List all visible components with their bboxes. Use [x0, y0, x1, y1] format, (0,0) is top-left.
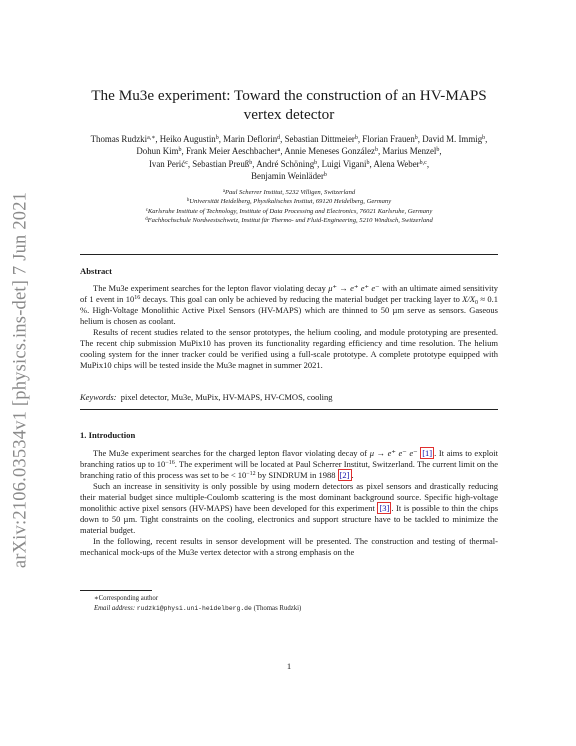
- intro-text: . The experiment will be located at Paul Scherrer Institut, Switzerland. The current limit on the branching ratio of this process was set to be < 10: [80, 459, 499, 480]
- arxiv-identifier: arXiv:2106.03534v1 [physics.ins-det] 7 Jun 2021: [10, 191, 31, 569]
- corresponding-author-note: ∗Corresponding author: [94, 595, 159, 602]
- affiliation-text: Universität Heidelberg, Physikalisches Institut, 69120 Heidelberg, Germany: [189, 198, 392, 206]
- affiliation-mark: d: [145, 216, 148, 222]
- subscript: 0: [474, 300, 478, 306]
- paper-title: [80, 86, 498, 124]
- author-mark: b: [366, 159, 370, 166]
- intro-text: .: [351, 470, 354, 480]
- affiliation-mark: c: [145, 207, 148, 213]
- affiliation-text: Karlsruhe Institute of Technology, Institute of Data Processing and Electronics, 76021 Karlsruhe, Germany: [147, 207, 433, 215]
- author: Dohun Kim: [136, 146, 179, 157]
- affiliation-text: Paul Scherrer Institut, 5232 Villigen, Switzerland: [224, 189, 356, 196]
- footnotes: [94, 594, 301, 613]
- abstract-body: [80, 283, 498, 371]
- author: Sebastian Dittmeier: [284, 134, 355, 144]
- exponent: −16: [165, 460, 175, 466]
- intro-text: . It aims to exploit branching ratios up to 10: [80, 448, 499, 469]
- author-mark: b: [178, 147, 182, 154]
- email-note: [94, 604, 301, 614]
- author-mark: b: [249, 159, 253, 166]
- author-list: Thomas Rudzki$^{a,∗}$, Heiko Augustin$^b$, Marin Deflorin$^d$, Sebastian Dittmeier$^b$, Florian Frauen$^b$, David M. Immig$^b$, Dohun Kim$^b$, Frank Meier Aeschbacher$^a$, Annie Meneses González$^b$, Marius Menzel$^b$, Ivan Perić$^c$, Sebastian Preuß$^b$, André Schöning$^b$, Luigi Vigani$^b$, Alena Weber$^{b,c}$, Benjamin Weinläder$^b$: [90, 134, 488, 182]
- citation-link[interactable]: [1]: [422, 448, 433, 458]
- abstract-top-rule: [80, 254, 498, 255]
- author: Luigi Vigani: [321, 158, 367, 169]
- page-number: 1: [286, 661, 292, 671]
- author-mark: b: [354, 135, 358, 141]
- author: Annie Meneses González: [284, 146, 375, 157]
- author: Florian Frauen: [362, 134, 415, 144]
- author-mark: d: [277, 135, 281, 141]
- author: Benjamin Weinläder: [251, 171, 324, 182]
- affiliation-list: [80, 188, 498, 225]
- abstract-bottom-rule: [80, 409, 498, 410]
- keywords-text: pixel detector, Mu3e, MuPix, HV-MAPS, HV-CMOS, cooling: [120, 392, 333, 402]
- email-name: (Thomas Rudzki): [253, 604, 302, 612]
- author: Thomas Rudzki: [90, 134, 148, 144]
- intro-text: . It is possible to thin the chips down to 50 µm. Tight constraints on the cooling, electronics and support structure have to be tackled to minimize the material budget.: [80, 503, 498, 535]
- keywords-label: Keywords:: [80, 392, 117, 402]
- affiliation: [80, 188, 498, 197]
- decay-formula: μ → e⁺ e⁻ e⁻: [369, 448, 418, 458]
- author: Marius Menzel: [382, 146, 437, 157]
- abstract-heading: Abstract: [80, 266, 112, 276]
- email-label: Email address:: [94, 604, 136, 612]
- intro-text: The Mu3e experiment searches for the charged lepton flavor violating decay of: [93, 448, 370, 458]
- author-mark: a: [277, 147, 281, 154]
- arxiv-sidebar: [6, 185, 36, 575]
- title-line-2: vertex detector: [243, 106, 335, 123]
- author-mark: b: [436, 147, 440, 154]
- abstract-text: ≈ 0.1 %. High-Voltage Monolithic Active Pixel Sensors (HV-MAPS) which are thinned to 50 µm serve as sensors. Gaseous helium is chosen as coolant.: [80, 294, 498, 326]
- author: Alena Weber: [373, 158, 420, 169]
- author-mark: b: [414, 135, 418, 141]
- author-mark: c: [185, 159, 188, 166]
- abstract-paragraph: [80, 283, 498, 327]
- section-heading: 1. Introduction: [80, 430, 136, 440]
- email-link[interactable]: rudzki@physi.uni-heidelberg.de: [136, 604, 252, 612]
- author-mark: b: [374, 147, 378, 154]
- author: André Schöning: [256, 158, 315, 169]
- keywords: [80, 392, 333, 402]
- affiliation: [80, 216, 498, 225]
- title-line-1: The Mu3e experiment: Toward the construction of an HV-MAPS: [91, 87, 487, 104]
- affiliation-mark: b: [186, 198, 190, 204]
- affiliation: [80, 207, 498, 216]
- affiliation-mark: a: [222, 189, 225, 194]
- material-budget-formula: X/X: [462, 294, 475, 304]
- footnote-rule: [80, 590, 152, 591]
- intro-text: by SINDRUM in 1988: [255, 470, 338, 480]
- author-mark: b,c: [419, 159, 427, 166]
- author: Ivan Perić: [148, 158, 186, 169]
- abstract-text: The Mu3e experiment searches for the lepton flavor violating decay: [93, 283, 329, 293]
- abstract-text: with an ultimate aimed sensitivity of 1 event in 10: [80, 283, 499, 304]
- abstract-paragraph: Results of recent studies related to the sensor prototypes, the helium cooling, and module prototyping are presented. The recent chip submission MuPix10 has proven its functionality regarding efficiency and time resolution. The helium cooling system for the inner tracker could be verified using a full-scale prototype. A complete prototype equipped with MuPix10 chips will be tested inside the Mu3e magnet in summer 2021.: [80, 327, 498, 370]
- author: Frank Meier Aeschbacher: [185, 146, 278, 157]
- author-mark: b: [323, 172, 327, 179]
- affiliation-text: Fachhochschule Nordwestschweiz, Institut für Thermo- und Fluid-Engineering, 5210 Windisch, Switzerland: [147, 216, 433, 224]
- abstract-text: decays. This goal can only be achieved by reducing the material budget per tracking layer to: [140, 294, 463, 304]
- introduction-body: [80, 448, 498, 558]
- intro-paragraph: [80, 481, 498, 536]
- affiliation: [80, 197, 498, 206]
- author: David M. Immig: [422, 134, 483, 144]
- author: Marin Deflorin: [223, 134, 278, 144]
- author-mark: a,∗: [147, 135, 156, 141]
- decay-formula: μ⁺ → e⁺ e⁺ e⁻: [328, 283, 380, 293]
- intro-text: Such an increase in sensitivity is only possible by using modern detectors as pixel sensors and drastically reducing their material budget since multiple-Coulomb scattering is the most dominant background source. Specific high-voltage monolithic active pixel sensors (HV-MAPS) have been developed for this experiment: [80, 481, 498, 513]
- exponent: 16: [134, 295, 141, 301]
- author-mark: b: [314, 159, 318, 166]
- citation-link[interactable]: [3]: [379, 503, 390, 513]
- author: Heiko Augustin: [159, 134, 216, 144]
- intro-paragraph: In the following, recent results in sensor development will be presented. The construction and testing of thermal-mechanical mock-ups of the Mu3e vertex detector with a strong emphasis on the: [80, 536, 498, 557]
- author-mark: b: [215, 135, 219, 141]
- intro-paragraph: [80, 448, 498, 481]
- author: Sebastian Preuß: [192, 158, 250, 169]
- citation-link[interactable]: [2]: [339, 470, 350, 480]
- exponent: −12: [246, 471, 256, 477]
- author-mark: b: [482, 135, 486, 141]
